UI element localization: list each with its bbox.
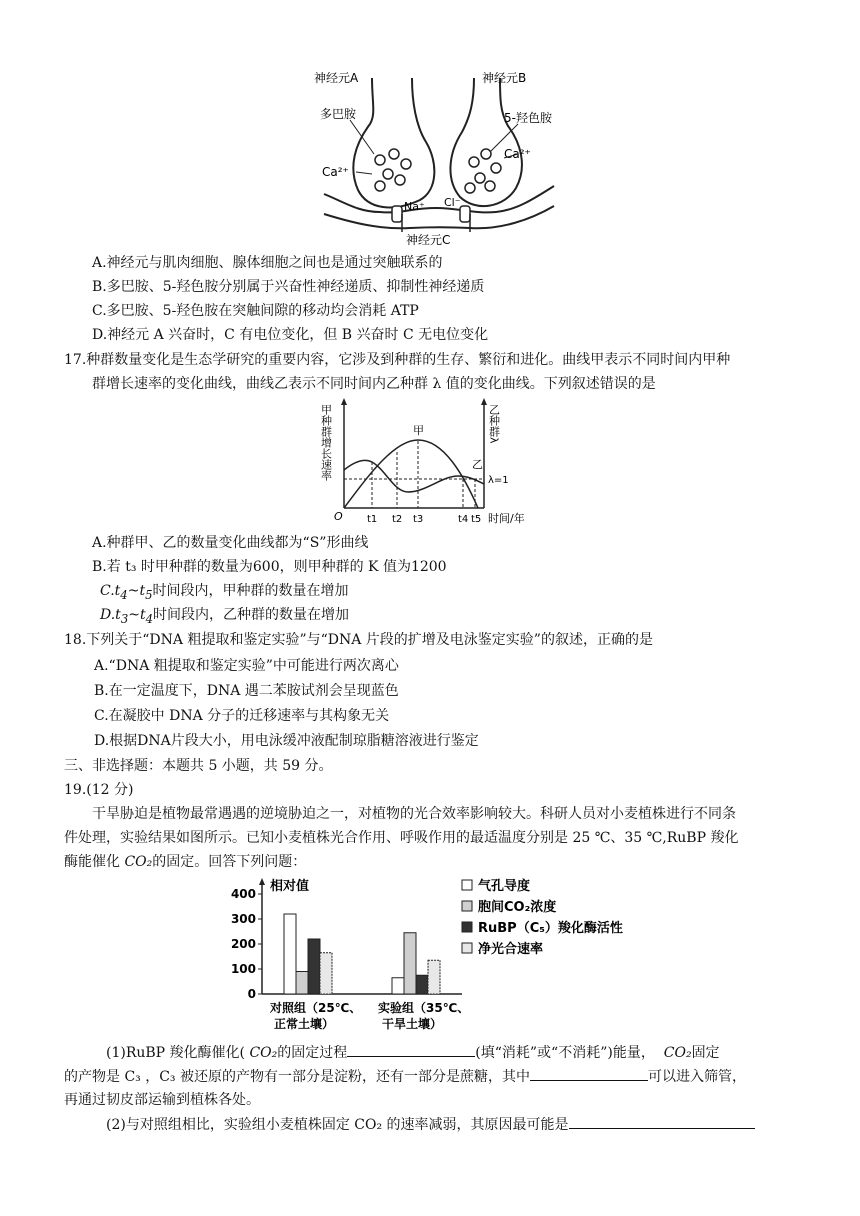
- q16-option-b: B.多巴胺、5-羟色胺分别属于兴奋性神经递质、抑制性神经递质: [92, 279, 485, 295]
- bar-ytick-label: 200: [230, 937, 256, 951]
- chart-ylabel-right: 乙种群λ: [487, 404, 501, 444]
- bar-control-series-1: [296, 972, 308, 995]
- q17-option-d-rest: 时间段内，乙种群的数量在增加: [153, 607, 350, 623]
- q17-option-b: B.若 t₃ 时甲种群的数量为600，则甲种群的 K 值为1200: [92, 559, 447, 575]
- q19-sub1-line2: [64, 1066, 746, 1087]
- q17-stem-line2: 群增长速率的变化曲线，曲线乙表示不同时间内乙种群 λ 值的变化曲线。下列叙述错误的是: [92, 376, 656, 392]
- chart-xlabel: 时间/年: [488, 512, 525, 525]
- q17-option-c-sub1: 4: [120, 587, 128, 602]
- reference-label: λ=1: [488, 475, 509, 486]
- q17-option-d-prefix: D.t: [100, 607, 121, 623]
- bar-experiment-series-3: [428, 960, 440, 994]
- q17-option-d-mid: ~t: [128, 607, 146, 623]
- answer-blank-energy[interactable]: [347, 1042, 475, 1057]
- tick-label-t4: t4: [458, 514, 469, 525]
- tick-label-t1: t1: [367, 514, 378, 525]
- q19-s2-a: 的产物是 C₃ ，C₃ 被还原的产物有一部分是淀粉，还有一部分是蔗糖，其中: [64, 1069, 530, 1085]
- population-growth-chart: [318, 396, 546, 526]
- legend-label: 气孔导度: [478, 879, 531, 894]
- origin-label: O: [334, 510, 343, 523]
- answer-blank-reason[interactable]: [569, 1114, 755, 1129]
- tick-label-t3: t3: [413, 514, 424, 525]
- legend-swatch: [462, 880, 472, 890]
- q19-sub1-line1: [106, 1042, 720, 1063]
- q17-option-c-sub2: 5: [145, 587, 153, 602]
- chart-ylabel-left: 甲种群增长速率: [319, 404, 333, 481]
- legend-swatch: [462, 922, 472, 932]
- q17-option-d: [100, 605, 349, 629]
- q18-option-b: B.在一定温度下，DNA 遇二苯胺试剂会呈现蓝色: [94, 683, 399, 699]
- bar-experiment-series-1: [404, 933, 416, 994]
- label-neuron-c: 神经元C: [406, 233, 451, 247]
- bar-chart-title: 相对值: [270, 879, 310, 894]
- q18-option-c: C.在凝胶中 DNA 分子的迁移速率与其构象无关: [94, 708, 390, 724]
- legend-swatch: [462, 901, 472, 911]
- q17-option-a: A.种群甲、乙的数量变化曲线都为“S”形曲线: [92, 535, 369, 551]
- legend-label: RuBP（C₅）羧化酶活性: [478, 921, 623, 936]
- bar-category-exp-line2: 干旱土壤）: [382, 1017, 443, 1031]
- q17-stem-line1: 17.种群数量变化是生态学研究的重要内容，它涉及到种群的生存、繁衍和进化。曲线甲表示不同时间内甲种: [64, 352, 731, 368]
- bar-experiment-series-0: [392, 978, 404, 994]
- curve-jia: [344, 440, 478, 508]
- section-three-heading: 三、非选择题：本题共 5 小题，共 59 分。: [64, 758, 333, 774]
- q19-s1-d: (填“消耗”或“不消耗”)能量，: [475, 1045, 655, 1061]
- q16-option-d: D.神经元 A 兴奋时，C 有电位变化，但 B 兴奋时 C 无电位变化: [92, 327, 489, 343]
- q17-option-c-prefix: C.t: [100, 583, 121, 599]
- q18-stem: 18.下列关于“DNA 粗提取和鉴定实验”与“DNA 片段的扩增及电泳鉴定实验”的叙述，正确的是: [64, 632, 653, 648]
- bar-ytick-label: 100: [230, 962, 256, 976]
- label-dopamine: 多巴胺: [320, 107, 357, 121]
- bar-ytick-label: 0: [247, 987, 256, 1001]
- bar-category-exp-line1: 实验组（35℃、: [378, 1001, 470, 1015]
- q19-p3-co2: CO₂: [124, 854, 153, 870]
- q19-sub2-line1: [106, 1114, 755, 1135]
- bar-control-series-2: [308, 939, 320, 994]
- label-cl: Cl⁻: [444, 196, 461, 209]
- label-ca-left: Ca²⁺: [322, 165, 349, 179]
- legend-label: 胞间CO₂浓度: [478, 900, 557, 915]
- q19-paragraph-line3: [64, 852, 306, 872]
- series-label-yi: 乙: [472, 458, 483, 471]
- q17-option-c-rest: 时间段内，甲种群的数量在增加: [152, 583, 349, 599]
- curve-yi: [344, 460, 484, 492]
- q19-paragraph-line2: 件处理，实验结果如图所示。已知小麦植株光合作用、呼吸作用的最适温度分别是 25 ℃、35 ℃,RuBP 羧化: [64, 830, 739, 846]
- q19-p3-a: 酶能催化: [64, 854, 125, 870]
- q19-sub1-line3: 再通过韧皮部运输到植株各处。: [64, 1092, 260, 1108]
- legend-swatch: [462, 943, 472, 953]
- tick-label-t2: t2: [392, 514, 403, 525]
- label-na: Na⁺: [404, 200, 425, 213]
- q19-s1-co2: CO₂: [249, 1045, 278, 1061]
- q19-s1-f: 固定: [691, 1045, 720, 1061]
- bar-ytick-label: 300: [230, 912, 256, 926]
- label-ca-right: Ca²⁺: [504, 147, 531, 161]
- q19-p3-c: 的固定。回答下列问题：: [152, 854, 307, 870]
- label-serotonin: 5-羟色胺: [504, 111, 552, 125]
- neuron-synapse-figure: [310, 62, 566, 250]
- q19-s2-b: 可以进入筛管，: [648, 1069, 746, 1085]
- answer-blank-sieve-tube[interactable]: [530, 1066, 648, 1081]
- label-neuron-b: 神经元B: [482, 71, 527, 85]
- legend-label: 净光合速率: [478, 942, 544, 957]
- q19-heading: 19.(12 分): [64, 782, 134, 798]
- q17-option-c-mid: ~t: [127, 583, 146, 599]
- bar-control-series-3: [320, 953, 332, 994]
- q19-paragraph-line1: 干旱胁迫是植物最常遇遇的逆境胁迫之一，对植物的光合效率影响较大。科研人员对小麦植株进行不同条: [92, 806, 736, 822]
- series-label-jia: 甲: [413, 424, 424, 437]
- photosynthesis-bar-chart: [226, 876, 646, 1036]
- q17-option-d-sub1: 3: [120, 611, 129, 626]
- q16-option-c: C.多巴胺、5-羟色胺在突触间隙的移动均会消耗 ATP: [92, 303, 419, 319]
- q19-s4: (2)与对照组相比，实验组小麦植株固定 CO₂ 的速率减弱，其原因最可能是: [106, 1117, 569, 1133]
- q19-s1-a: (1)RuBP 羧化酶催化(: [106, 1045, 246, 1061]
- q17-option-c: [100, 581, 349, 605]
- q17-option-d-sub2: 4: [145, 611, 154, 626]
- bar-ytick-label: 400: [230, 887, 256, 901]
- label-neuron-a: 神经元A: [314, 71, 359, 85]
- q19-s1-c: 的固定过程: [277, 1045, 348, 1061]
- bar-category-control-line1: 对照组（25℃、: [270, 1001, 362, 1015]
- bar-experiment-series-2: [416, 975, 428, 994]
- q18-option-d: D.根据DNA片段大小，用电泳缓冲液配制琼脂糖溶液进行鉴定: [94, 733, 479, 749]
- bar-control-series-0: [284, 914, 296, 994]
- q16-option-a: A.神经元与肌肉细胞、腺体细胞之间也是通过突触联系的: [92, 255, 443, 271]
- tick-label-t5: t5: [471, 514, 482, 525]
- q18-option-a: A.“DNA 粗提取和鉴定实验”中可能进行两次离心: [94, 658, 399, 674]
- q19-s1-co2b: CO₂: [663, 1045, 692, 1061]
- bar-category-control-line2: 正常土壤）: [274, 1017, 335, 1031]
